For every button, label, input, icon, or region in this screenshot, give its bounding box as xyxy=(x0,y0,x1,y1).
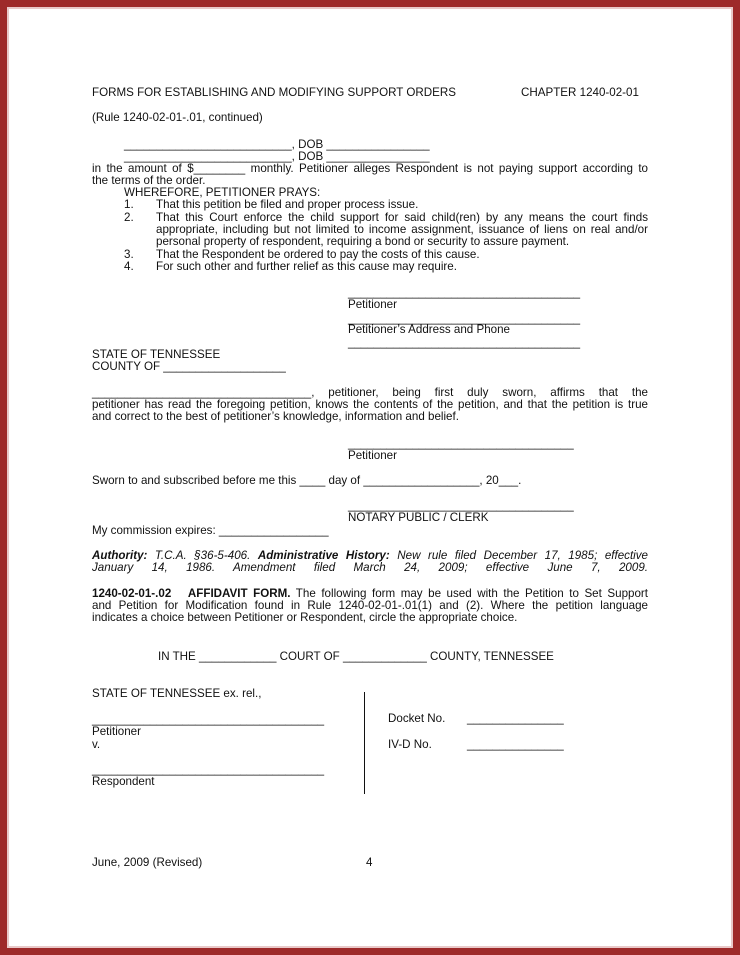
oath-signature-line: ___________________________________ xyxy=(348,437,574,450)
notary-signature-line: ___________________________________ xyxy=(348,499,574,512)
venue-state: STATE OF TENNESSEE xyxy=(92,348,221,361)
item-number: 3. xyxy=(124,248,134,261)
item-text: That this petition be filed and proper process issue. xyxy=(156,198,419,211)
item-number: 4. xyxy=(124,260,134,273)
state-ex-rel: STATE OF TENNESSEE ex. rel., xyxy=(92,687,262,700)
commission-line: My commission expires: _________________ xyxy=(92,524,329,537)
authority-line-2: January 14, 1986. Amendment filed March 24, 2009; effective June 7, 2009. xyxy=(92,561,648,574)
rule-continued: (Rule 1240-02-01-.01, continued) xyxy=(92,111,263,124)
address-line: ____________________________________ xyxy=(348,312,581,325)
authority-label: Authority: xyxy=(92,549,148,562)
item-text: For such other and further relief as this cause may require. xyxy=(156,260,457,273)
sworn-line: Sworn to and subscribed before me this ____ day of __________________, 20___. xyxy=(92,474,522,487)
affidavit-code: 1240-02-01-.02 xyxy=(92,587,172,600)
item-text: personal property of respondent, requiring a bond or security to assure payment. xyxy=(156,235,570,248)
petitioner-signature-line: ____________________________________ xyxy=(348,286,581,299)
affidavit-line-2: and Petition for Modification found in Rule 1240-02-01-.01(1) and (2). Where the petition language xyxy=(92,599,648,612)
respondent-blank: ____________________________________ xyxy=(92,763,325,776)
affidavit-title: AFFIDAVIT FORM. xyxy=(187,587,291,600)
history-label: Administrative History: xyxy=(257,549,390,562)
amount-line-cont: the terms of the order. xyxy=(92,174,206,187)
authority-text: T.C.A. §36-5-406. xyxy=(147,549,258,562)
venue-county: COUNTY OF ___________________ xyxy=(92,360,286,373)
respondent-label: Respondent xyxy=(92,775,155,788)
item-number: 1. xyxy=(124,198,134,211)
amount-line: in the amount of $________ monthly. Petitioner alleges Respondent is not paying support according to xyxy=(92,162,648,175)
page-number: 4 xyxy=(366,856,373,869)
affidavit-text: The following form may be used with the Petition to Set Support xyxy=(290,587,648,600)
petitioner-label: Petitioner xyxy=(348,298,397,311)
header-title: FORMS FOR ESTABLISHING AND MODIFYING SUPPORT ORDERS xyxy=(92,86,456,99)
affidavit-line-3: indicates a choice between Petitioner or Respondent, circle the appropriate choice. xyxy=(92,611,518,624)
item-text: That this Court enforce the child support for said child(ren) by any means the court finds xyxy=(156,211,648,224)
oath-line-1: __________________________________, petitioner, being first duly sworn, affirms that the xyxy=(92,386,648,399)
footer-date: June, 2009 (Revised) xyxy=(92,856,203,869)
item-text: That the Respondent be ordered to pay the costs of this cause. xyxy=(156,248,480,261)
oath-line-3: and correct to the best of petitioner’s knowledge, information and belief. xyxy=(92,410,459,423)
ivd-blank: _______________ xyxy=(467,738,564,751)
caption-divider xyxy=(364,692,365,794)
dob-line-2: __________________________, DOB ________________ xyxy=(124,150,430,163)
docket-blank: _______________ xyxy=(467,712,564,725)
item-text: appropriate, including but not limited to income assignment, issuance of liens on real and/or xyxy=(156,223,648,236)
docket-label: Docket No. xyxy=(388,712,446,725)
address-line-2: ____________________________________ xyxy=(348,336,581,349)
petitioner-blank: ____________________________________ xyxy=(92,713,325,726)
versus: v. xyxy=(92,738,101,751)
notary-label: NOTARY PUBLIC / CLERK xyxy=(348,511,489,524)
court-line: IN THE ____________ COURT OF _____________ COUNTY, TENNESSEE xyxy=(158,650,554,663)
header-chapter: CHAPTER 1240-02-01 xyxy=(521,86,639,99)
address-label: Petitioner’s Address and Phone xyxy=(348,323,510,336)
item-number: 2. xyxy=(124,211,134,224)
caption-petitioner-label: Petitioner xyxy=(92,725,141,738)
prays-heading: WHEREFORE, PETITIONER PRAYS: xyxy=(124,186,321,199)
ivd-label: IV-D No. xyxy=(388,738,432,751)
oath-line-2: petitioner has read the foregoing petition, knows the contents of the petition, and that the petition is true xyxy=(92,398,648,411)
dob-line-1: __________________________, DOB ________________ xyxy=(124,138,430,151)
oath-petitioner-label: Petitioner xyxy=(348,449,397,462)
history-text: New rule filed December 17, 1985; effective xyxy=(389,549,648,562)
